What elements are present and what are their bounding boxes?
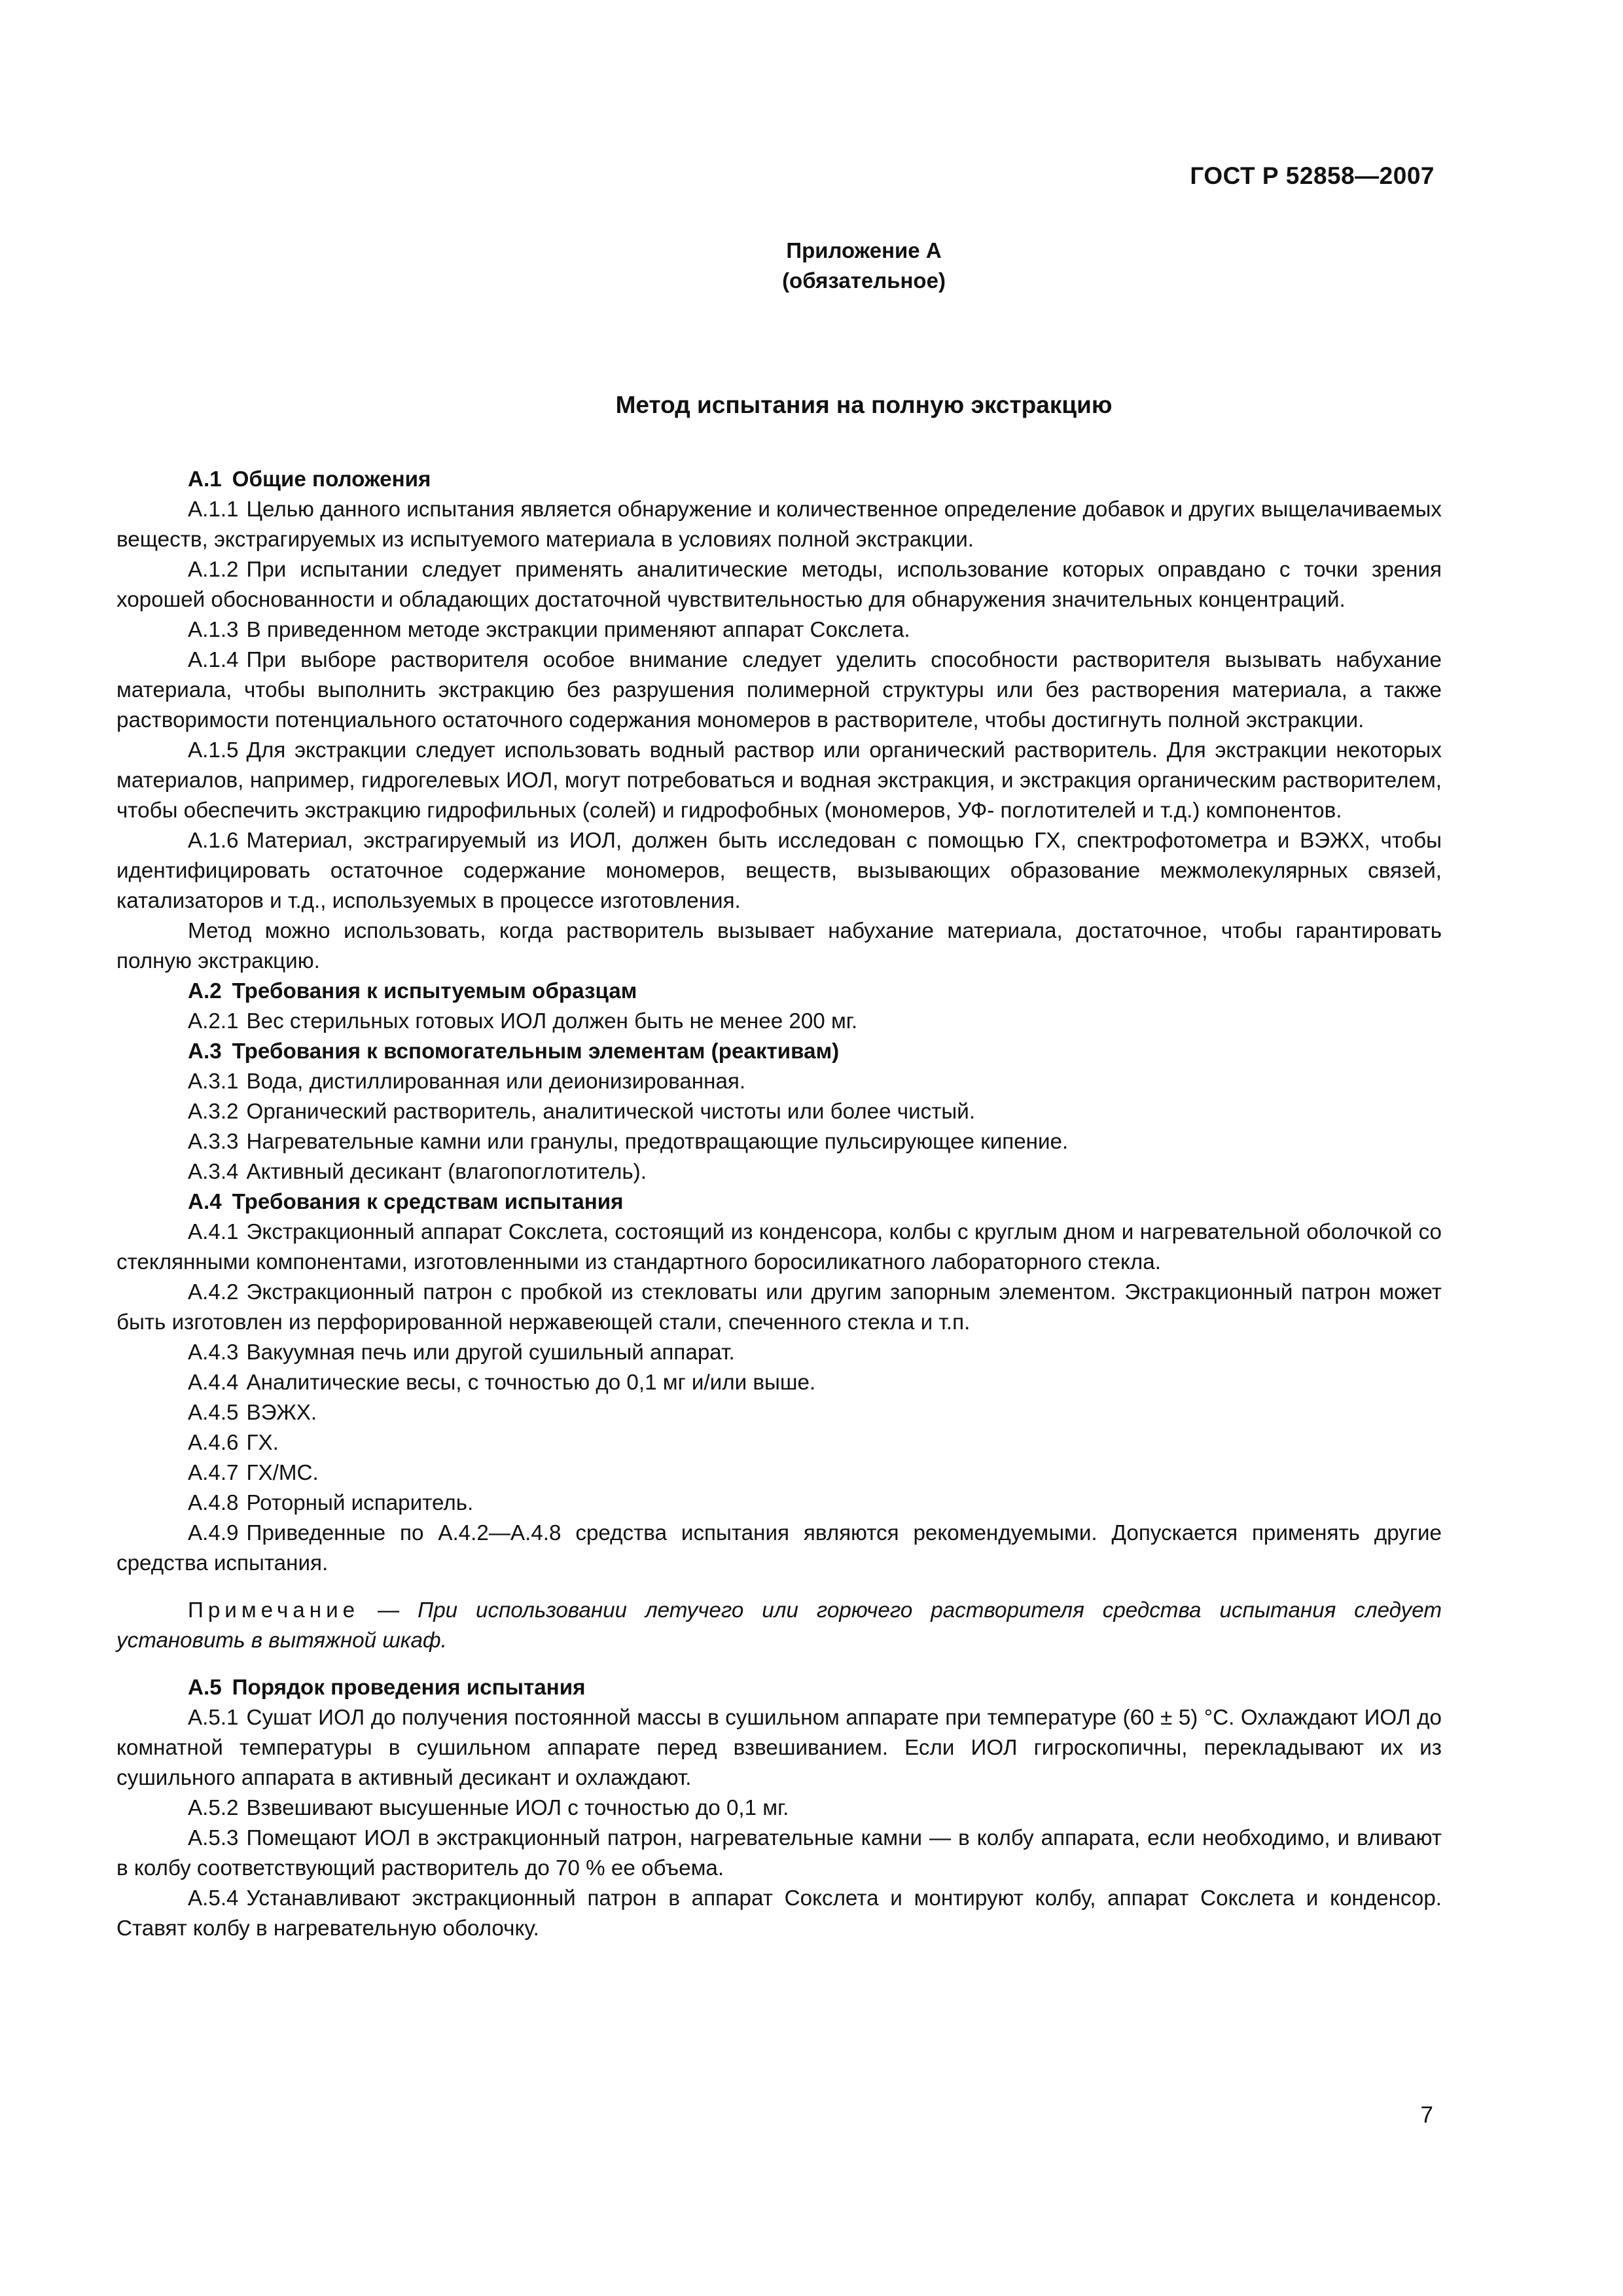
- clause-a3-1: [116, 1067, 1442, 1097]
- section-title: Требования к испытуемым образцам: [232, 979, 637, 1003]
- clause-number: А.5.2: [188, 1796, 239, 1820]
- clause-a1-method: [116, 916, 1442, 977]
- clause-text: Нагревательные камни или гранулы, предотвращающие пульсирующее кипение.: [246, 1130, 1069, 1154]
- section-number: А.5: [188, 1676, 222, 1700]
- clause-a4-9: [116, 1518, 1442, 1579]
- clause-a4-6: [116, 1428, 1442, 1458]
- clause-number: А.1.3: [188, 618, 239, 642]
- clause-text: При выборе растворителя особое внимание следует уделить способности растворителя вызывать набухание материала, чтобы выполнить экстракцию без разрушения полимерной структуры или без растворения материала, а также растворимости потенциального остаточного содержания мономеров в растворителе, чтобы достигнуть полной экстракции.: [116, 648, 1442, 732]
- section-number: А.3: [188, 1039, 222, 1064]
- clause-number: А.1.2: [188, 558, 239, 582]
- clause-number: А.5.3: [188, 1826, 239, 1850]
- section-title: Порядок проведения испытания: [232, 1676, 586, 1700]
- clause-text: Помещают ИОЛ в экстракционный патрон, нагревательные камни — в колбу аппарата, если необходимо, и вливают в колбу соответствующий растворитель до 70 % ее объема.: [116, 1826, 1442, 1880]
- clause-text: В приведенном методе экстракции применяют аппарат Сокслета.: [246, 618, 910, 642]
- clause-number: А.4.5: [188, 1401, 239, 1425]
- clause-a1-5: [116, 736, 1442, 826]
- section-heading-a2: [116, 977, 1442, 1007]
- clause-a4-5: [116, 1398, 1442, 1428]
- clause-text: Для экстракции следует использовать водный раствор или органический растворитель. Для экстракции некоторых материалов, например, гидрогелевых ИОЛ, могут потребоваться и водная экстракция, и экстракция органическим растворителем, чтобы обеспечить экстракцию гидрофильных (солей) и гидрофобных (мономеров, УФ- поглотителей и т.д.) компонентов.: [116, 738, 1442, 823]
- section-heading-a5: [116, 1673, 1442, 1703]
- clause-text: Вода, дистиллированная или деионизированная.: [246, 1069, 746, 1094]
- page-title-text: Метод испытания на полную экстракцию: [615, 391, 1113, 418]
- clause-text: Аналитические весы, с точностью до 0,1 мг и/или выше.: [246, 1371, 816, 1395]
- clause-number: А.5.1: [188, 1706, 239, 1730]
- document-code: ГОСТ Р 52858—2007: [1190, 162, 1435, 189]
- clause-number: А.4.3: [188, 1340, 239, 1365]
- clause-a4-7: [116, 1458, 1442, 1488]
- clause-text: Вес стерильных готовых ИОЛ должен быть не менее 200 мг.: [246, 1009, 858, 1033]
- clause-text: Экстракционный патрон с пробкой из стекловаты или другим запорным элементом. Экстракционный патрон может быть изготовлен из перфорированной нержавеющей стали, спеченного стекла и т.п.: [116, 1280, 1442, 1335]
- clause-number: А.2.1: [188, 1009, 239, 1033]
- section-number: А.4: [188, 1190, 222, 1214]
- clause-a4-4: [116, 1368, 1442, 1398]
- clause-a2-1: [116, 1007, 1442, 1037]
- section-title: Требования к вспомогательным элементам (реактивам): [232, 1039, 840, 1064]
- clause-text: Устанавливают экстракционный патрон в аппарат Сокслета и монтируют колбу, аппарат Сокслета и конденсор. Ставят колбу в нагревательную оболочку.: [116, 1886, 1442, 1941]
- appendix-heading: [0, 236, 1623, 296]
- appendix-label: Приложение А: [786, 238, 942, 262]
- clause-text: ВЭЖХ.: [246, 1401, 317, 1425]
- note-text: При использовании летучего или горючего растворителя средства испытания следует установить в вытяжной шкаф.: [116, 1598, 1442, 1653]
- clause-a1-4: [116, 645, 1442, 736]
- clause-text: Метод можно использовать, когда растворитель вызывает набухание материала, достаточное, чтобы гарантировать полную экстракцию.: [116, 919, 1442, 973]
- clause-a4-1: [116, 1217, 1442, 1278]
- note-a4: [116, 1596, 1442, 1656]
- clause-text: Материал, экстрагируемый из ИОЛ, должен быть исследован с помощью ГХ, спектрофотометра и ВЭЖХ, чтобы идентифицировать остаточное содержание мономеров, веществ, вызывающих образование межмолекулярных связей, катализаторов и т.д., используемых в процессе изготовления.: [116, 829, 1442, 913]
- clause-a1-1: [116, 495, 1442, 555]
- clause-a5-2: [116, 1793, 1442, 1823]
- clause-number: А.4.6: [188, 1431, 239, 1455]
- clause-a4-2: [116, 1278, 1442, 1338]
- clause-number: А.3.4: [188, 1160, 239, 1184]
- section-heading-a1: [116, 465, 1442, 495]
- clause-number: А.4.1: [188, 1220, 239, 1244]
- clause-number: А.4.7: [188, 1461, 239, 1485]
- clause-number: А.1.6: [188, 829, 239, 853]
- clause-text: Приведенные по А.4.2—А.4.8 средства испытания являются рекомендуемыми. Допускается применять другие средства испытания.: [116, 1521, 1442, 1575]
- clause-text: ГХ.: [246, 1431, 279, 1455]
- clause-a5-1: [116, 1703, 1442, 1793]
- page-title: [0, 391, 1623, 419]
- clause-a1-6: [116, 826, 1442, 916]
- clause-number: А.4.4: [188, 1371, 239, 1395]
- clause-a1-2: [116, 555, 1442, 615]
- clause-number: А.4.9: [188, 1521, 239, 1545]
- clause-number: А.4.2: [188, 1280, 239, 1304]
- clause-a3-3: [116, 1127, 1442, 1157]
- clause-a3-2: [116, 1097, 1442, 1127]
- clause-text: Экстракционный аппарат Сокслета, состоящий из конденсора, колбы с круглым дном и нагревательной оболочкой со стеклянными компонентами, изготовленными из стандартного боросиликатного лабораторного стекла.: [116, 1220, 1442, 1274]
- clause-text: Вакуумная печь или другой сушильный аппарат.: [246, 1340, 735, 1365]
- clause-text: Сушат ИОЛ до получения постоянной массы в сушильном аппарате при температуре (60 ± 5) °С. Охлаждают ИОЛ до комнатной температуры в сушильном аппарате перед взвешиванием. Если ИОЛ гигроскопичны, перекладывают их из сушильного аппарата в активный десикант и охлаждают.: [116, 1706, 1442, 1790]
- clause-a3-4: [116, 1157, 1442, 1187]
- clause-number: А.4.8: [188, 1491, 239, 1515]
- clause-text: Органический растворитель, аналитической чистоты или более чистый.: [246, 1100, 976, 1124]
- clause-text: Целью данного испытания является обнаружение и количественное определение добавок и других выщелачиваемых веществ, экстрагируемых из испытуемого материала в условиях полной экстракции.: [116, 497, 1442, 552]
- section-heading-a3: [116, 1037, 1442, 1067]
- clause-number: А.3.3: [188, 1130, 239, 1154]
- section-title: Общие положения: [232, 467, 431, 492]
- clause-number: А.5.4: [188, 1886, 239, 1910]
- clause-number: А.1.5: [188, 738, 239, 762]
- note-dash: —: [359, 1598, 418, 1623]
- clause-text: ГХ/МС.: [246, 1461, 319, 1485]
- page-number: 7: [1420, 2102, 1433, 2128]
- clause-number: А.1.1: [188, 497, 239, 522]
- clause-a5-4: [116, 1884, 1442, 1944]
- clause-number: А.3.1: [188, 1069, 239, 1094]
- section-number: А.2: [188, 979, 222, 1003]
- clause-a5-3: [116, 1823, 1442, 1884]
- clause-text: Активный десикант (влагопоглотитель).: [246, 1160, 647, 1184]
- clause-a4-8: [116, 1488, 1442, 1518]
- clause-number: А.1.4: [188, 648, 239, 672]
- section-title: Требования к средствам испытания: [232, 1190, 624, 1214]
- section-number: А.1: [188, 467, 222, 492]
- appendix-status: (обязательное): [782, 268, 946, 293]
- clause-number: А.3.2: [188, 1100, 239, 1124]
- clause-text: Взвешивают высушенные ИОЛ с точностью до 0,1 мг.: [246, 1796, 789, 1820]
- clause-text: Роторный испаритель.: [246, 1491, 474, 1515]
- clause-text: При испытании следует применять аналитические методы, использование которых оправдано с точки зрения хорошей обоснованности и обладающих достаточной чувствительностью для обнаружения значительных концентраций.: [116, 558, 1442, 612]
- note-label: Примечание: [188, 1598, 360, 1623]
- clause-a1-3: [116, 615, 1442, 645]
- clause-a4-3: [116, 1338, 1442, 1368]
- document-body: [116, 465, 1442, 1944]
- section-heading-a4: [116, 1187, 1442, 1217]
